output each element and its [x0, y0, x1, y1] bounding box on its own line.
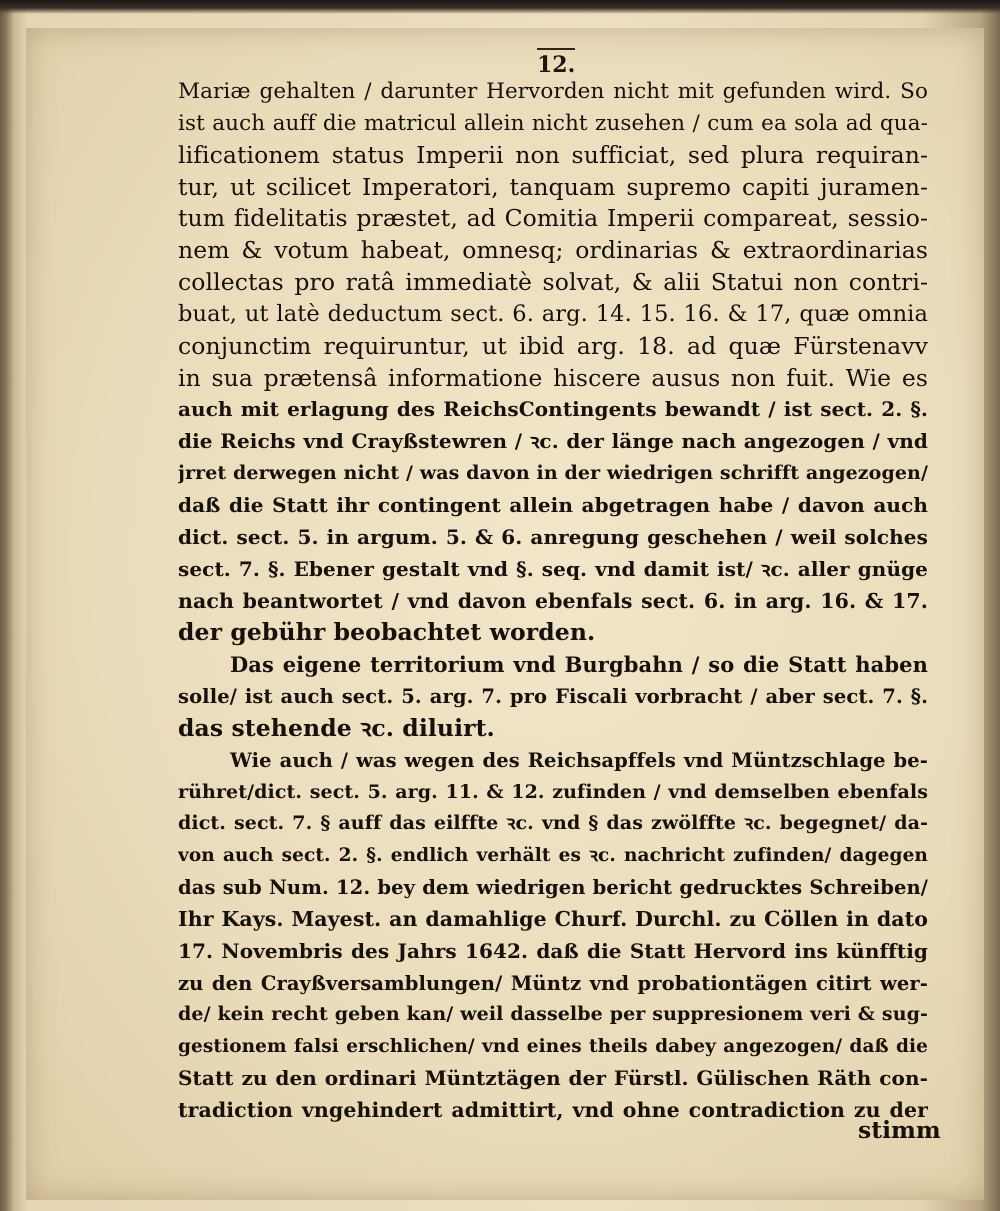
catchword: stimm [858, 1116, 941, 1144]
text-line-21: das stehende ꝛc. diluirt. [178, 713, 495, 742]
text-line-30: de/ kein recht geben kan/ weil dasselbe per suppresionem veri & sug- [178, 1003, 928, 1026]
text-line-15: dict. sect. 5. in argum. 5. & 6. anregung geschehen / weil solches [178, 524, 928, 549]
text-line-13: jrret derwegen nicht / was davon in der wiedrigen schrifft angezogen/ [178, 462, 928, 485]
text-line-8: buat, ut latè deductum sect. 6. arg. 14. 15. 16. & 17, quæ omnia [178, 300, 928, 327]
text-line-14: daß die Statt ihr contingent allein abgetragen habe / davon auch [178, 492, 928, 517]
text-line-1: Mariæ gehalten / darunter Hervorden nicht mit gefunden wird. So [178, 79, 928, 104]
text-line-5: tum fidelitatis præstet, ad Comitia Imperii compareat, sessio- [178, 204, 928, 233]
text-line-18: der gebühr beobachtet worden. [178, 618, 596, 647]
text-line-6: nem & votum habeat, omnesq; ordinarias & extraordinarias [178, 236, 928, 265]
text-line-20: solle/ ist auch sect. 5. arg. 7. pro Fiscali vorbracht / aber sect. 7. §. [178, 685, 928, 709]
book-top-edge [0, 0, 1000, 14]
text-line-4: tur, ut scilicet Imperatori, tanquam supremo capiti juramen- [178, 172, 928, 201]
page-number: 12. [537, 52, 576, 78]
text-line-16: sect. 7. §. Ebener gestalt vnd §. seq. vnd damit ist/ ꝛc. aller gnüge [178, 556, 928, 581]
text-line-9: conjunctim requiruntur, ut ibid arg. 18. ad quæ Fürstenavv [178, 331, 928, 360]
body-text [178, 76, 928, 1127]
text-line-17: nach beantwortet / vnd davon ebenfals sect. 6. in arg. 16. & 17. [178, 588, 928, 613]
text-line-29: zu den Crayßversamblungen/ Müntz vnd probationtägen citirt wer- [178, 971, 928, 995]
text-line-33: tradiction vngehindert admittirt, vnd ohne contradiction zu der [178, 1098, 928, 1122]
text-line-3: lificationem status Imperii non sufficiat, sed plura requiran- [178, 140, 928, 169]
text-line-23: rühret/dict. sect. 5. arg. 11. & 12. zufinden / vnd demselben ebenfals [178, 780, 928, 803]
text-line-25: von auch sect. 2. §. endlich verhält es ꝛc. nachricht zufinden/ dagegen [178, 845, 928, 867]
text-line-19: Das eigene territorium vnd Burgbahn / so die Statt haben [230, 652, 928, 678]
text-line-12: die Reichs vnd Crayßstewren / ꝛc. der länge nach angezogen / vnd [178, 429, 928, 454]
text-line-2: ist auch auff die matricul allein nicht zusehen / cum ea sola ad qua- [178, 110, 928, 136]
text-line-26: das sub Num. 12. bey dem wiedrigen bericht gedrucktes Schreiben/ [178, 876, 928, 900]
text-line-7: collectas pro ratâ immediatè solvat, & alii Statui non contri- [178, 268, 928, 297]
text-line-24: dict. sect. 7. § auff das eilffte ꝛc. vnd § das zwölffte ꝛc. begegnet/ da- [178, 812, 928, 835]
text-line-22: Wie auch / was wegen des Reichsapffels vnd Müntzschlage be- [230, 748, 928, 772]
text-line-11: auch mit erlagung des ReichsContingents bewandt / ist sect. 2. §. [178, 397, 928, 422]
text-line-31: gestionem falsi erschlichen/ vnd eines theils dabey angezogen/ daß die [178, 1036, 928, 1058]
text-line-27: Ihr Kays. Mayest. an damahlige Churf. Durchl. zu Cöllen in dato [178, 906, 928, 931]
text-line-28: 17. Novembris des Jahrs 1642. daß die Statt Hervord ins künfftig [178, 938, 928, 963]
text-line-32: Statt zu den ordinari Müntztägen der Fürstl. Gülischen Räth con- [178, 1066, 928, 1091]
text-line-10: in sua prætensâ informatione hiscere ausus non fuit. Wie es [178, 363, 928, 392]
